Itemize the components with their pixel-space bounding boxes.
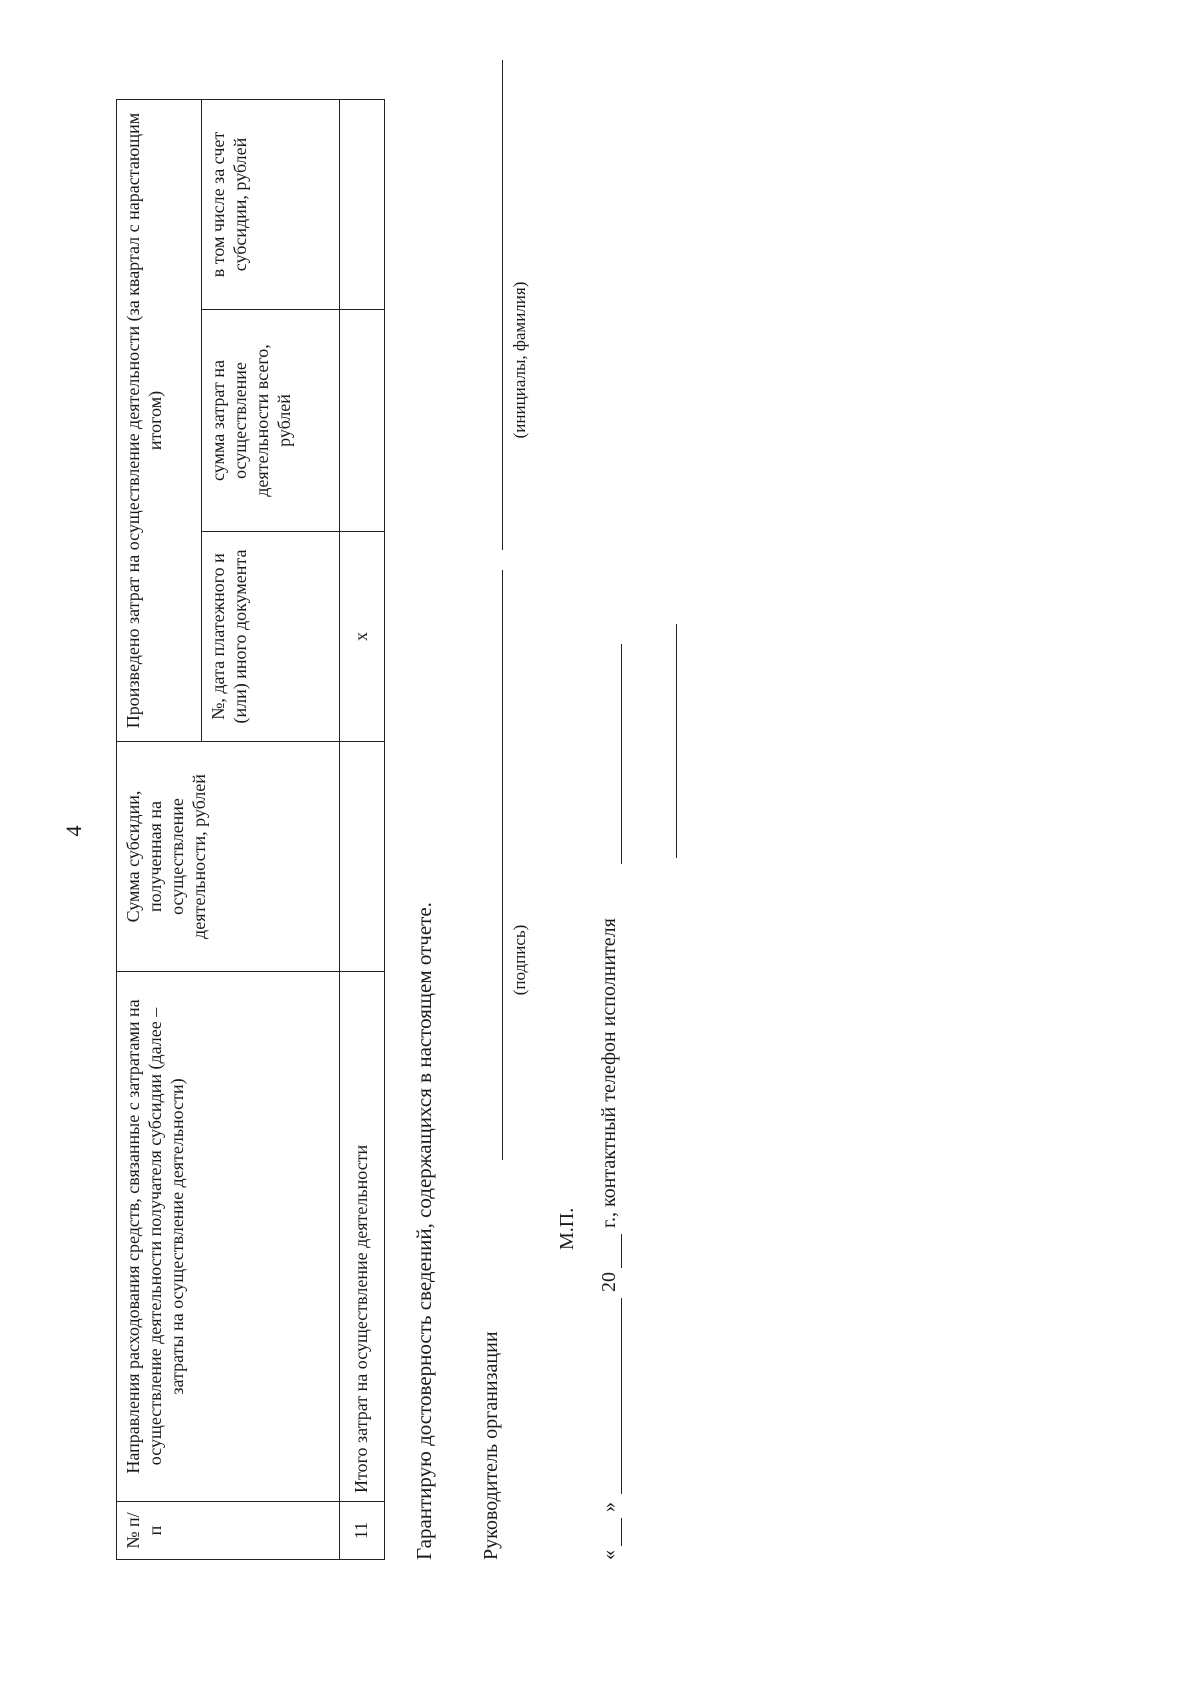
row-subsidy — [340, 742, 385, 972]
table-header-row — [117, 100, 202, 1560]
signature-caption: (подпись) — [510, 924, 529, 996]
footer-open-quote: « — [598, 1550, 620, 1560]
subheader-total: сумма затрат на осуществление деятельности всего, рублей — [202, 310, 340, 532]
subheader-subsidy: в том числе за счет субсидии, рублей — [202, 100, 340, 310]
row-total — [340, 310, 385, 532]
name-caption: (инициалы, фамилия) — [510, 281, 529, 439]
page-number: 4 — [61, 825, 86, 837]
name-line — [502, 60, 503, 550]
header-subsidy: Сумма субсидии, полученная на осуществление деятельности, рублей — [117, 742, 340, 972]
signature-line — [502, 570, 503, 1160]
report-table — [116, 99, 385, 1560]
row-doc: х — [340, 532, 385, 742]
rotated-page-content — [116, 0, 1176, 1560]
subheader-doc: №, дата платежного и (или) иного документа — [202, 532, 340, 742]
footer-phone-line — [621, 644, 622, 864]
footer-month-line — [621, 1298, 622, 1494]
guarantee-text: Гарантирую достоверность сведений, содержащихся в настоящем отчете. — [412, 902, 436, 1560]
head-label: Руководитель организации — [480, 1331, 502, 1560]
header-num: № п/п — [117, 1502, 340, 1560]
footer-day-line — [621, 1518, 622, 1546]
footer-extra-line — [676, 624, 677, 858]
footer-close-quote: » — [598, 1502, 620, 1512]
row-num: 11 — [340, 1502, 385, 1560]
header-direction: Направления расходования средств, связанные с затратами на осуществление деятельности получателя субсидии (далее – затраты на осуществление деятельности) — [117, 972, 340, 1502]
footer-year-line — [621, 1234, 622, 1268]
seal-mark: М.П. — [556, 1207, 578, 1250]
row-subsidy-part — [340, 100, 385, 310]
footer-year-prefix: 20 — [598, 1272, 620, 1292]
footer-phone-label: г., контактный телефон исполнителя — [598, 918, 620, 1228]
row-label: Итого затрат на осуществление деятельности — [340, 972, 385, 1502]
header-spent-group: Произведено затрат на осуществление деятельности (за квартал с нарастающим итогом) — [117, 100, 202, 742]
table-row — [340, 100, 385, 1560]
